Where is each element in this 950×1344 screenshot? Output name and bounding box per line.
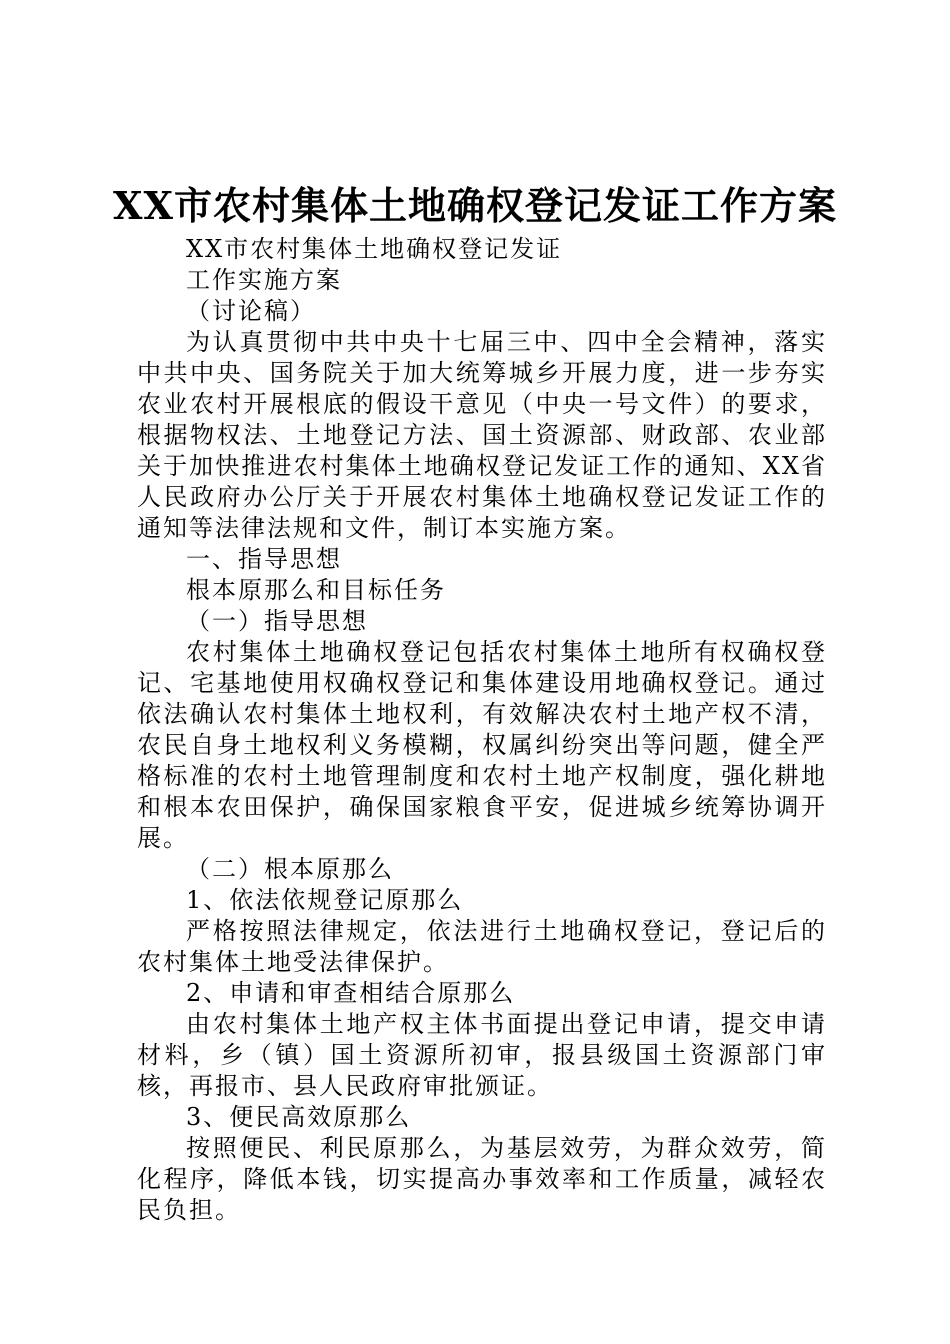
subsection-heading-guiding: （一）指导思想 bbox=[186, 607, 368, 635]
intro-paragraph: 为认真贯彻中共中央十七届三中、四中全会精神，落实中共中央、国务院关于加大统筹城乡开展力度，进一步夯实农业农村开展根底的假设干意见（中央一号文件）的要求，根据物权法、土地登记方法、国土资源部、财政部、农业部关于加快推进农村集体土地确权登记发证工作的通知、XX省人民政府办公厅关于开展农村集体土地确权登记发证工作的通知等法律法规和文件，制订本实施方案。 bbox=[137, 328, 827, 542]
draft-note: （讨论稿） bbox=[186, 297, 316, 325]
principle-2-paragraph: 由农村集体土地产权主体书面提出登记申请，提交申请材料，乡（镇）国土资源所初审，报县级国土资源部门审核，再报市、县人民政府审批颁证。 bbox=[137, 1010, 827, 1100]
principle-1-heading: 1、依法依规登记原那么 bbox=[186, 886, 464, 914]
principle-2-heading: 2、申请和审查相结合原那么 bbox=[186, 979, 516, 1007]
section-heading-principles: 根本原那么和目标任务 bbox=[186, 576, 446, 604]
subtitle-line-2: 工作实施方案 bbox=[186, 266, 342, 294]
subsection-heading-principles: （二）根本原那么 bbox=[186, 855, 394, 883]
guiding-paragraph: 农村集体土地确权登记包括农村集体土地所有权确权登记、宅基地使用权确权登记和集体建设用地确权登记。通过依法确认农村集体土地权利，有效解决农村土地产权不清，农民自身土地权利义务模糊，权属纠纷突出等问题，健全严格标准的农村土地管理制度和农村土地产权制度，强化耕地和根本农田保护，确保国家粮食平安，促进城乡统筹协调开展。 bbox=[137, 638, 827, 852]
principle-3-paragraph: 按照便民、利民原那么，为基层效劳，为群众效劳，简化程序，降低本钱，切实提高办事效率和工作质量，减轻农民负担。 bbox=[137, 1134, 827, 1224]
section-heading-guiding: 一、指导思想 bbox=[186, 545, 342, 573]
principle-3-heading: 3、便民高效原那么 bbox=[186, 1103, 412, 1131]
document-body bbox=[137, 234, 827, 1226]
subtitle-line-1: XX市农村集体土地确权登记发证 bbox=[186, 235, 563, 263]
principle-1-paragraph: 严格按照法律规定，依法进行土地确权登记，登记后的农村集体土地受法律保护。 bbox=[137, 917, 827, 976]
document-title: XX市农村集体土地确权登记发证工作方案 bbox=[113, 183, 837, 228]
